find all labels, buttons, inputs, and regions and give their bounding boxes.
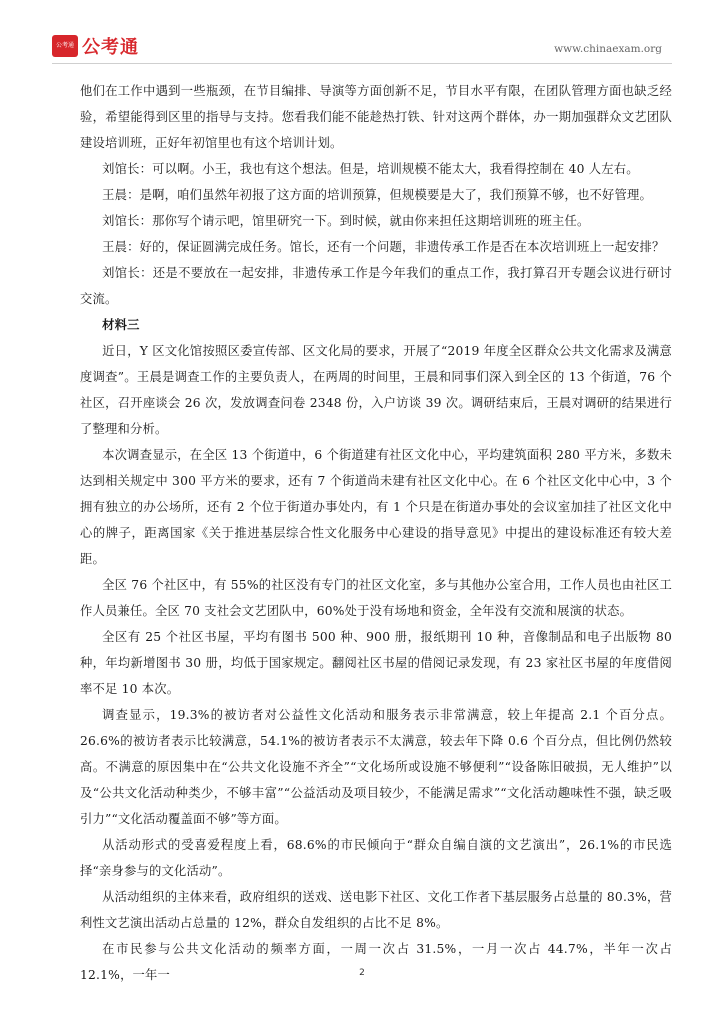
page-number: 2 (359, 968, 365, 978)
paragraph: 在市民参与公共文化活动的频率方面，一周一次占 31.5%，一月一次占 44.7%，半年一次占 12.1%，一年一 (80, 942, 672, 982)
paragraph: 刘馆长：那你写个请示吧，馆里研究一下。到时候，就由你来担任这期培训班的班主任。 (102, 214, 590, 228)
page-header (52, 32, 672, 62)
paragraph: 从活动组织的主体来看，政府组织的送戏、送电影下社区、文化工作者下基层服务占总量的 80.3%，营利性文艺演出活动占总量的 12%，群众自发组织的占比不足 8%。 (80, 890, 672, 930)
site-url: www.chinaexam.org (554, 43, 662, 55)
paragraph: 本次调查显示，在全区 13 个街道中，6 个街道建有社区文化中心，平均建筑面积 280 平方米，多数未达到相关规定中 300 平方米的要求，还有 7 个街道尚未建有社区文化中心。在 6 个社区文化中心中，3 个拥有独立的办公场所，还有 2 个位于街道办事处内，有 1 个只是在街道办事处的会议室加挂了社区文化中心的牌子，距离国家《关于推进基层综合性文化服务中心建设的指导意见》中提出的建设标准还有较大差距。 (80, 448, 672, 566)
paragraph: 从活动形式的受喜爱程度上看，68.6%的市民倾向于“群众自编自演的文艺演出”，26.1%的市民选择“亲身参与的文化活动”。 (80, 838, 672, 878)
logo-badge: 公考通 (52, 35, 78, 57)
paragraph: 王晨：是啊，咱们虽然年初报了这方面的培训预算，但规模要是大了，我们预算不够，也不好管理。 (102, 188, 652, 202)
paragraph: 刘馆长：还是不要放在一起安排，非遗传承工作是今年我们的重点工作，我打算召开专题会议进行研讨交流。 (80, 266, 672, 306)
paragraph: 全区 76 个社区中，有 55%的社区没有专门的社区文化室，多与其他办公室合用，工作人员也由社区工作人员兼任。全区 70 支社会文艺团队中，60%处于没有场地和资金，全年没有交流和展演的状态。 (80, 578, 672, 618)
paragraph: 调查显示，19.3%的被访者对公益性文化活动和服务表示非常满意，较上年提高 2.1 个百分点。26.6%的被访者表示比较满意，54.1%的被访者表示不太满意，较去年下降 0.6 个百分点，但比例仍然较高。不满意的原因集中在“公共文化设施不齐全”“文化场所或设施不够便利”“设备陈旧破损，无人维护”以及“公共文化活动种类少，不够丰富”“公益活动及项目较少，不能满足需求”“文化活动趣味性不强，缺乏吸引力”“文化活动覆盖面不够”等方面。 (80, 708, 672, 826)
section-heading: 材料三 (102, 317, 140, 332)
paragraph: 刘馆长：可以啊。小王，我也有这个想法。但是，培训规模不能太大，我看得控制在 40 人左右。 (102, 162, 639, 176)
header-divider (52, 63, 672, 64)
document-body (80, 78, 672, 988)
paragraph: 近日，Y 区文化馆按照区委宣传部、区文化局的要求，开展了“2019 年度全区群众公共文化需求及满意度调查”。王晨是调查工作的主要负责人，在两周的时间里，王晨和同事们深入到全区的 13 个街道，76 个社区，召开座谈会 26 次，发放调查问卷 2348 份，入户访谈 39 次。调研结束后，王晨对调研的结果进行了整理和分析。 (80, 344, 672, 436)
paragraph: 王晨：好的，保证圆满完成任务。馆长，还有一个问题，非遗传承工作是否在本次培训班上一起安排？ (102, 240, 665, 254)
paragraph: 他们在工作中遇到一些瓶颈，在节目编排、导演等方面创新不足，节目水平有限，在团队管理方面也缺乏经验，希望能得到区里的指导与支持。您看我们能不能趁热打铁、针对这两个群体，办一期加强群众文艺团队建设培训班，正好年初馆里也有这个培训计划。 (80, 84, 672, 150)
paragraph: 全区有 25 个社区书屋，平均有图书 500 种、900 册，报纸期刊 10 种，音像制品和电子出版物 80 种，年均新增图书 30 册，均低于国家规定。翻阅社区书屋的借阅记录发现，有 23 家社区书屋的年度借阅率不足 10 本次。 (80, 630, 672, 696)
logo-text: 公考通 (82, 37, 139, 58)
